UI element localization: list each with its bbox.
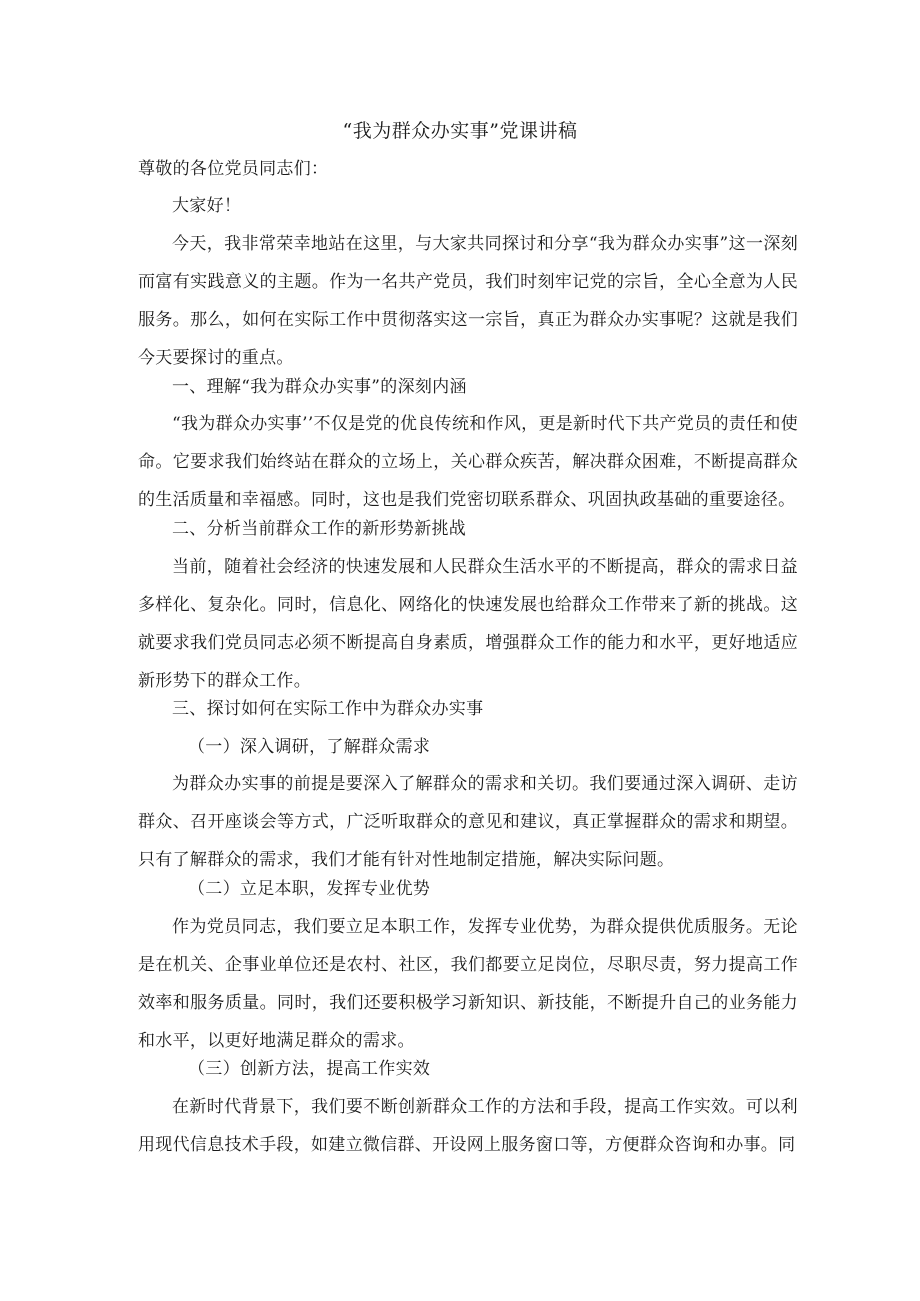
intro-paragraph: 今天，我非常荣幸地站在这里，与大家共同探讨和分享“我为群众办实事”这一深刻而富有实践意义的主题。作为一名共产党员，我们时刻牢记党的宗旨，全心全意为人民服务。那么，如何在实际工作中贯彻落实这一宗旨，真正为群众办实事呢？这就是我们今天要探讨的重点。 [138,234,798,368]
document-title: “我为群众办实事”党课讲稿 [342,120,578,142]
subsection-body-2: 作为党员同志，我们要立足本职工作，发挥专业优势，为群众提供优质服务。无论是在机关、企事业单位还是农村、社区，我们都要立足岗位，尽职尽责，努力提高工作效率和服务质量。同时，我们还要积极学习新知识、新技能，不断提升自己的业务能力和水平，以更好地满足群众的需求。 [138,917,798,1051]
subsection-heading-2: （二）立足本职，发挥专业优势 [188,879,431,899]
salutation: 尊敬的各位党员同志们： [138,159,329,179]
subsection-body-1: 为群众办实事的前提是要深入了解群众的需求和关切。我们要通过深入调研、走访群众、召开座谈会等方式，广泛听取群众的意见和建议，真正掌握群众的需求和期望。只有了解群众的需求，我们才能有针对性地制定措施，解决实际问题。 [138,774,798,870]
section-body-1: “我为群众办实事’’不仅是党的优良传统和作风，更是新时代下共产党员的责任和使命。它要求我们始终站在群众的立场上，关心群众疾苦，解决群众困难，不断提高群众的生活质量和幸福感。同时，这也是我们党密切联系群众、巩固执政基础的重要途径。 [138,414,798,510]
greeting: 大家好！ [172,196,242,216]
section-body-2: 当前，随着社会经济的快速发展和人民群众生活水平的不断提高，群众的需求日益多样化、复杂化。同时，信息化、网络化的快速发展也给群众工作带来了新的挑战。这就要求我们党员同志必须不断提高自身素质，增强群众工作的能力和水平，更好地适应新形势下的群众工作。 [138,557,798,691]
subsection-heading-3: （三）创新方法，提高工作实效 [188,1059,431,1079]
section-heading-2: 二、分析当前群众工作的新形势新挑战 [172,519,467,539]
subsection-heading-1: （一）深入调研，了解群众需求 [188,737,431,757]
section-heading-1: 一、理解“我为群众办实事”的深刻内涵 [172,377,467,397]
section-heading-3: 三、探讨如何在实际工作中为群众办实事 [172,699,484,719]
subsection-body-3: 在新时代背景下，我们要不断创新群众工作的方法和手段，提高工作实效。可以利用现代信息技术手段，如建立微信群、开设网上服务窗口等，方便群众咨询和办事。同 [138,1097,798,1155]
